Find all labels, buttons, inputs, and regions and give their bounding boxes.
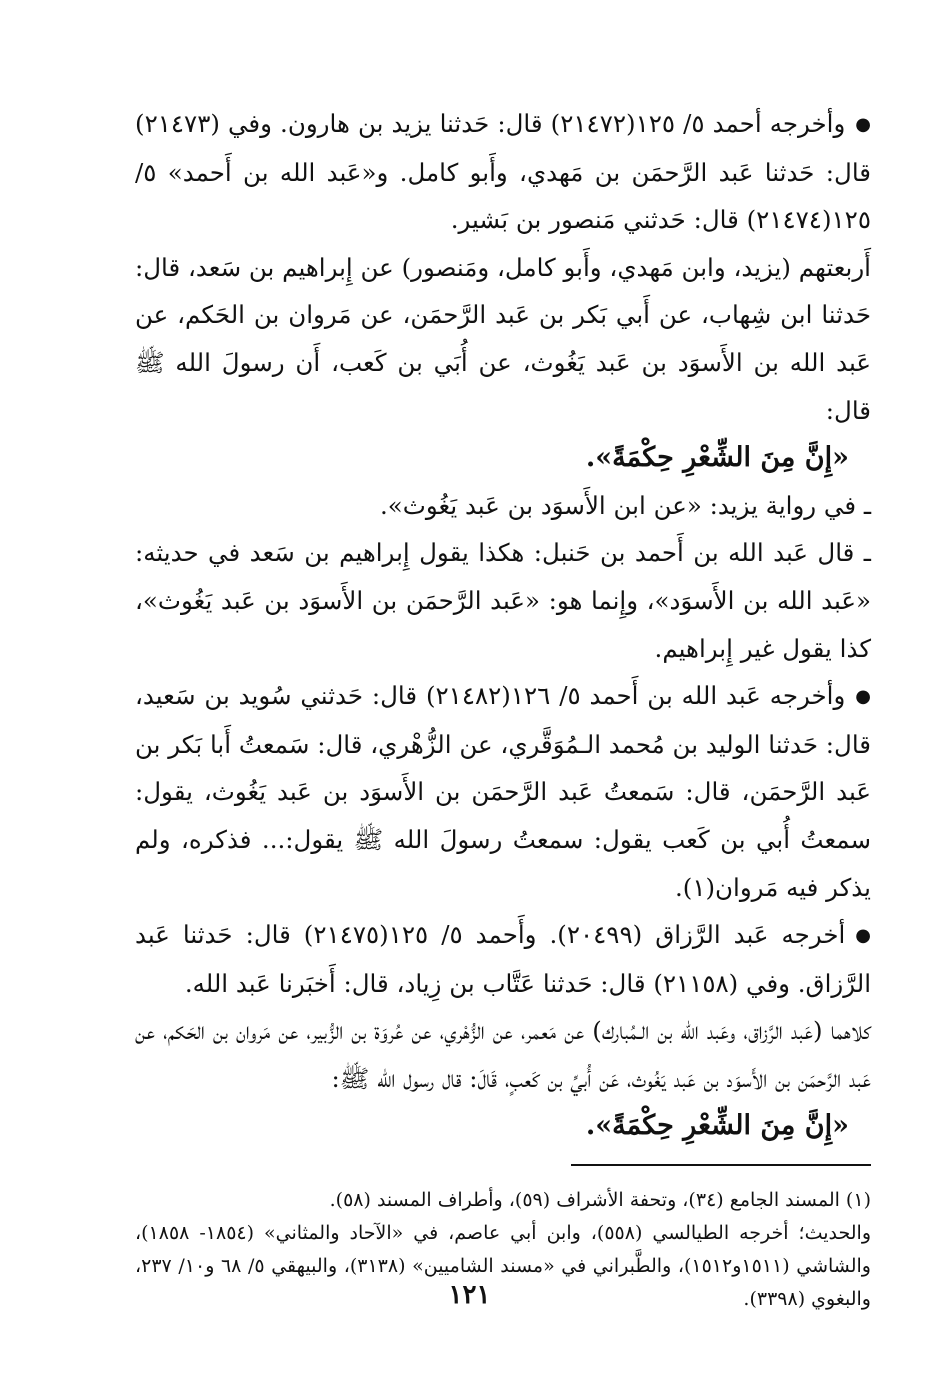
main-text — [135, 100, 871, 1150]
bullet-icon: ● — [855, 686, 871, 708]
paragraph-text: أخرجه عَبد الرَّزاق (٢٠٤٩٩). وأَحمد ٥/ ١٢٥(٢١٤٧٥) قال: حَدثنا عَبد الرَّزاق. وفي (٢١١٥٨) قال: حَدثنا عَتَّاب بن زِياد، قال: أَخبَرنا عَبد الله. — [135, 920, 871, 998]
paragraph-text: أَربعتهم (يزيد، وابن مَهدي، وأَبو كامل، ومَنصور) عن إِبراهيم بن سَعد، قال: حَدثنا ابن شِهاب، عن أَبي بَكر بن عَبد الرَّحمَن، عن مَروان بن الحَكم، عن عَبد الله بن الأَسوَد بن عَبد يَغُوث، عن أُبَي بن كَعب، أَن رسولَ الله ﷺ قال: — [134, 252, 871, 425]
paragraph-5 — [135, 672, 871, 911]
footnote-separator — [571, 1164, 871, 1166]
footnote-2: والحديث؛ أخرجه الطيالسي (٥٥٨)، وابن أبي عاصم، في «الآحاد والمثاني» (١٨٥٤- ١٨٥٨)، والشاشي (١٥١١و١٥١٢)، والطَّبراني في «مسند الشاميين» (٣١٣٨)، والبيهقي ٥/ ٦٨ و١٠/ ٢٣٧، والبغوي (٣٣٩٨). — [135, 1222, 871, 1311]
hadith-text: «إِنَّ مِنَ الشِّعْرِ حِكْمَةً». — [585, 442, 849, 474]
paragraph-text: وأخرجه أحمد ٥/ ١٢٥(٢١٤٧٢) قال: حَدثنا يزيد بن هارون. وفي (٢١٤٧٣) قال: حَدثنا عَبد الرَّحمَن بن مَهدي، وأَبو كامل. و«عَبد الله بن أَحمد» ٥/ ١٢٥(٢١٤٧٤) قال: حَدثني مَنصور بن بَشير. — [135, 109, 871, 235]
paragraph-text: كلاهما (عَبد الرَّزاق، وعَبد الله بن الـمُبارك) عن مَعمر، عن الزُّهْري، عن عُروَة بن الزُّبير، عن مَروان بن الحَكم، عن عَبد الرَّحمَن بن الأَسوَد بن عَبد يَغُوث، عَن أُبيِّ بن كَعبٍ، قَالَ: قال رسول الله ﷺ: — [135, 1016, 871, 1093]
paragraph-1 — [135, 100, 871, 244]
page-number: ١٢١ — [448, 1280, 491, 1310]
footnote-1: (١) المسند الجامع (٣٤)، وتحفة الأشراف (٥٩)، وأطراف المسند (٥٨). — [329, 1189, 871, 1212]
paragraph-2 — [135, 244, 871, 434]
hadith-quote-1 — [135, 434, 871, 482]
paragraph-text: ـ قال عَبد الله بن أَحمد بن حَنبل: هكذا يقول إِبراهيم بن سَعد في حديثه: «عَبد الله بن الأَسوَد»، وإِنما هو: «عَبد الرَّحمَن بن الأَسوَد بن عَبد يَغُوث»، كذا يقول غير إِبراهيم. — [135, 538, 871, 663]
paragraph-text: ـ في رواية يزيد: «عن ابن الأَسوَد بن عَبد يَغُوث». — [380, 490, 871, 520]
hadith-quote-2 — [135, 1102, 871, 1150]
paragraph-4 — [135, 529, 871, 672]
paragraph-7 — [135, 1007, 871, 1102]
paragraph-6 — [135, 911, 871, 1007]
paragraph-3 — [135, 482, 871, 530]
hadith-text: «إِنَّ مِنَ الشِّعْرِ حِكْمَةً». — [585, 1110, 849, 1142]
bullet-icon: ● — [855, 114, 872, 135]
paragraph-text: وأخرجه عَبد الله بن أَحمد ٥/ ١٢٦(٢١٤٨٢) قال: حَدثني سُويد بن سَعيد، قال: حَدثنا الوليد بن مُحمد الـمُوَقَّري، عن الزُّهْري، قال: سَمعتُ أَبا بَكر بن عَبد الرَّحمَن، قال: سَمعتُ عَبد الرَّحمَن بن الأَسوَد بن عَبد يَغُوث، يقول: سمعتُ أُبي بن كَعب يقول: سمعتُ رسولَ الله ﷺ يقول:... فذكره، ولم يذكر فيه مَروان(١). — [135, 681, 871, 902]
bullet-icon: ● — [855, 925, 871, 947]
